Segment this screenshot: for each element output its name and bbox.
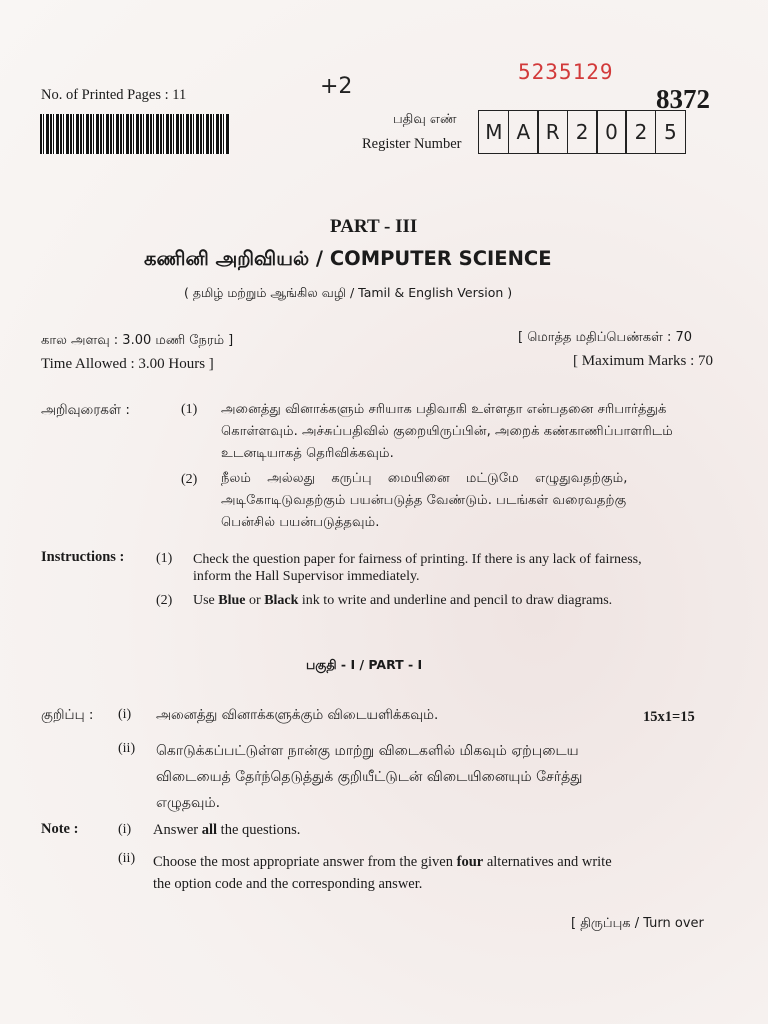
text-bold: Blue bbox=[218, 593, 246, 608]
instr-en-item-1 bbox=[193, 551, 642, 585]
note-en-item-2 bbox=[153, 851, 612, 895]
line bbox=[153, 851, 612, 873]
text: Answer bbox=[153, 822, 202, 838]
line: விடையைத் தேர்ந்தெடுத்துக் குறியீட்டுடன் விடையினையும் சேர்த்து bbox=[156, 769, 583, 785]
line: the option code and the corresponding answer. bbox=[153, 876, 423, 892]
line: அடிகோடிடுவதற்கும் பயன்படுத்த வேண்டும். படங்கள் வரைவதற்கு bbox=[221, 493, 627, 508]
plus-two: +2 bbox=[320, 74, 353, 99]
text-bold: all bbox=[201, 822, 218, 838]
instructions-en-label: Instructions : bbox=[41, 549, 125, 565]
part-title: PART - III bbox=[330, 216, 418, 237]
text: the questions. bbox=[217, 822, 301, 838]
instructions-ta-label: அறிவுரைகள் : bbox=[41, 402, 130, 418]
register-label-ta: பதிவு எண் bbox=[393, 112, 457, 127]
time-allowed-en: Time Allowed : 3.00 Hours ] bbox=[41, 356, 214, 372]
line: inform the Hall Supervisor immediately. bbox=[193, 569, 420, 584]
line: பென்சில் பயன்படுத்தவும். bbox=[221, 515, 380, 530]
register-cell[interactable]: R bbox=[537, 110, 568, 154]
version-line: ( தமிழ் மற்றும் ஆங்கில வழி / Tamil & English Version ) bbox=[184, 285, 513, 300]
text: ink to write and underline and pencil to draw diagrams. bbox=[298, 593, 613, 608]
barcode bbox=[40, 114, 230, 154]
line: கொள்ளவும். அச்சுப்பதிவில் குறையிருப்பின், அறைக் கண்காணிப்பாளரிடம் bbox=[221, 424, 673, 439]
line: கொடுக்கப்பட்டுள்ள நான்கு மாற்று விடைகளில் மிகவும் ஏற்புடைய bbox=[156, 743, 579, 759]
register-cell[interactable]: 5 bbox=[655, 110, 686, 154]
note-ta-num-1: (i) bbox=[118, 707, 132, 722]
handwritten-number: 5235129 bbox=[518, 60, 614, 84]
text-bold: four bbox=[456, 854, 484, 870]
instr-en-num-2: (2) bbox=[156, 593, 173, 608]
register-cell[interactable]: 0 bbox=[596, 110, 627, 154]
instr-ta-item-1 bbox=[221, 399, 673, 465]
line: உடனடியாகத் தெரிவிக்கவும். bbox=[221, 446, 394, 461]
register-number-boxes[interactable] bbox=[480, 110, 686, 154]
instr-ta-item-2 bbox=[221, 468, 627, 534]
time-allowed-ta: கால அளவு : 3.00 மணி நேரம் ] bbox=[41, 333, 234, 348]
instr-ta-num-2: (2) bbox=[181, 472, 198, 487]
max-marks-en: [ Maximum Marks : 70 bbox=[573, 353, 713, 369]
note-en-label: Note : bbox=[41, 821, 79, 837]
instr-en-item-2 bbox=[193, 593, 612, 609]
text: Choose the most appropriate answer from the given bbox=[153, 854, 457, 870]
note-ta-item-1: அனைத்து வினாக்களுக்கும் விடையளிக்கவும். bbox=[156, 707, 439, 723]
line: எழுதவும். bbox=[156, 795, 221, 811]
note-en-num-1: (i) bbox=[118, 822, 132, 837]
text: alternatives and write bbox=[483, 854, 612, 870]
section-heading: பகுதி - I / PART - I bbox=[306, 657, 423, 672]
register-cell[interactable]: A bbox=[508, 110, 539, 154]
printed-pages: No. of Printed Pages : 11 bbox=[41, 87, 187, 103]
instr-ta-num-1: (1) bbox=[181, 402, 198, 417]
register-cell[interactable]: M bbox=[478, 110, 509, 154]
text-bold: Black bbox=[264, 593, 299, 608]
register-cell[interactable]: 2 bbox=[625, 110, 656, 154]
note-en-item-1 bbox=[153, 822, 300, 839]
max-marks-ta: [ மொத்த மதிப்பெண்கள் : 70 bbox=[518, 330, 692, 345]
note-ta-label: குறிப்பு : bbox=[41, 707, 94, 723]
paper-code: 8372 bbox=[656, 84, 710, 114]
line: Check the question paper for fairness of printing. If there is any lack of fairness, bbox=[193, 552, 642, 567]
text: or bbox=[245, 593, 265, 608]
instr-en-num-1: (1) bbox=[156, 551, 173, 566]
line: அனைத்து வினாக்களும் சரியாக பதிவாகி உள்ளதா என்பதனை சரிபார்த்துக் bbox=[221, 402, 667, 417]
subject-title: கணினி அறிவியல் / COMPUTER SCIENCE bbox=[144, 247, 552, 270]
marks-allocation: 15x1=15 bbox=[643, 709, 695, 725]
turn-over: [ திருப்புக / Turn over bbox=[571, 916, 704, 931]
text: Use bbox=[193, 593, 219, 608]
note-ta-num-2: (ii) bbox=[118, 741, 136, 756]
note-en-num-2: (ii) bbox=[118, 851, 136, 866]
register-label-en: Register Number bbox=[362, 136, 462, 152]
register-cell[interactable]: 2 bbox=[567, 110, 598, 154]
note-ta-item-2 bbox=[156, 738, 582, 816]
line: நீலம் அல்லது கருப்பு மையினை மட்டுமே எழுதுவதற்கும், bbox=[221, 471, 628, 486]
